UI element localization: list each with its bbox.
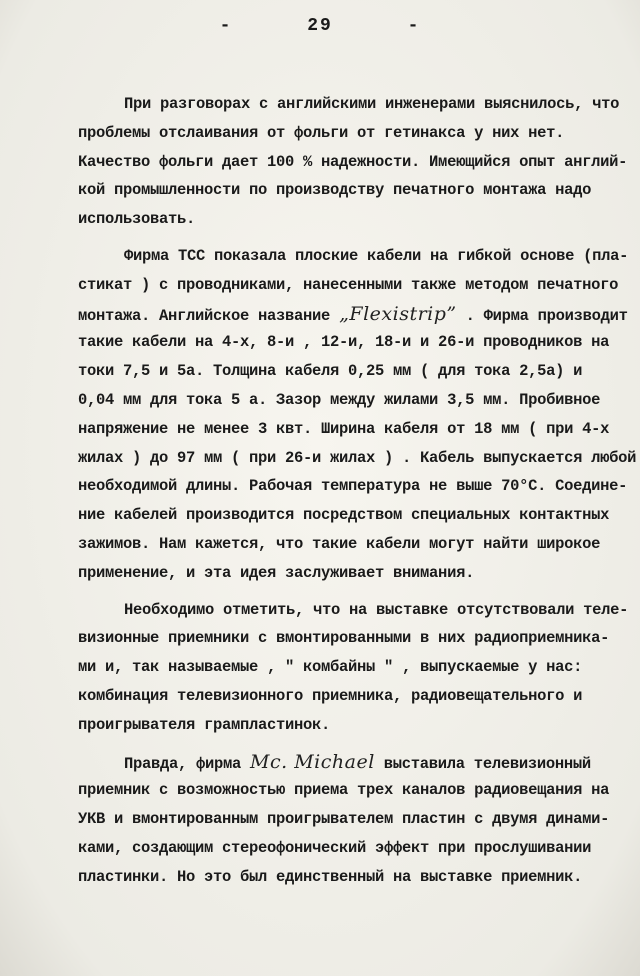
- text-line: ками, создающим стереофонический эффект при прослушивании: [78, 838, 592, 857]
- text-line: использовать.: [78, 210, 196, 229]
- text-line: применение, и эта идея заслуживает внимания.: [78, 563, 475, 582]
- text-line: стикат ) с проводниками, нанесенными также методом печатного: [78, 275, 619, 294]
- text-line: ние кабелей производится посредством специальных контактных: [78, 506, 610, 525]
- paragraph-2: [78, 242, 637, 588]
- paragraph-3: [78, 596, 629, 740]
- text-line: При разговорах с английскими инженерами выяснилось, что: [124, 95, 620, 113]
- text-line: кой промышленности по производству печатного монтажа надо: [78, 181, 592, 200]
- text-line: напряжение не менее 3 квт. Ширина кабеля от 18 мм ( при 4-х: [78, 419, 610, 438]
- document-body: [78, 90, 637, 892]
- text-line: пластинки. Но это был единственный на выставке приемник.: [78, 867, 583, 886]
- text-segment: монтажа. Английское название: [78, 306, 331, 325]
- text-line-with-handwriting: [78, 300, 626, 329]
- page-number-dash-right: -: [407, 16, 421, 36]
- text-line: комбинация телевизионного приемника, радиовещательного и: [78, 686, 583, 705]
- text-segment: . Фирма производит: [465, 306, 628, 325]
- page-number-line: [0, 16, 640, 36]
- text-line: приемник с возможностью приема трех каналов радиовещания на: [78, 781, 610, 800]
- text-line: необходимой длины. Рабочая температура не выше 70°С. Соедине-: [78, 477, 628, 496]
- text-line: 0,04 мм для тока 5 а. Зазор между жилами 3,5 мм. Пробивное: [78, 390, 601, 409]
- text-segment: выставила телевизионный: [383, 754, 591, 773]
- text-line: УКВ и вмонтированным проигрывателем пластин с двумя динами-: [78, 810, 610, 829]
- text-line-with-handwriting: [78, 748, 626, 777]
- text-line: проигрывателя грампластинок.: [78, 715, 331, 734]
- text-line: жилах ) до 97 мм ( при 26-и жилах ) . Кабель выпускается любой: [78, 448, 637, 467]
- text-line: токи 7,5 и 5а. Толщина кабеля 0,25 мм ( для тока 2,5а) и: [78, 362, 583, 381]
- text-line: визионные приемники с вмонтированными в них радиоприемника-: [78, 629, 610, 648]
- text-line: такие кабели на 4-х, 8-и , 12-и, 18-и и 26-и проводников на: [78, 333, 610, 352]
- page-number: 29: [307, 16, 333, 36]
- text-line: проблемы отслаивания от фольги от гетинакса у них нет.: [78, 123, 565, 142]
- paragraph-1: [78, 90, 626, 234]
- text-line: ми и, так называемые , " комбайны " , выпускаемые у нас:: [78, 658, 583, 677]
- text-line: зажимов. Нам кажется, что такие кабели могут найти широкое: [78, 534, 601, 553]
- text-segment: Правда, фирма: [124, 754, 242, 773]
- page-number-dash-left: -: [219, 16, 233, 36]
- text-line: Необходимо отметить, что на выставке отсутствовали теле-: [124, 600, 629, 619]
- text-line: Качество фольги дает 100 % надежности. Имеющийся опыт англий-: [78, 152, 628, 171]
- text-line: Фирма ТСС показала плоские кабели на гибкой основе (пла-: [124, 246, 629, 265]
- handwritten-term: „Flexistrip”: [339, 302, 457, 325]
- paragraph-4: [78, 748, 626, 892]
- handwritten-company: Mc. Michael: [250, 750, 375, 773]
